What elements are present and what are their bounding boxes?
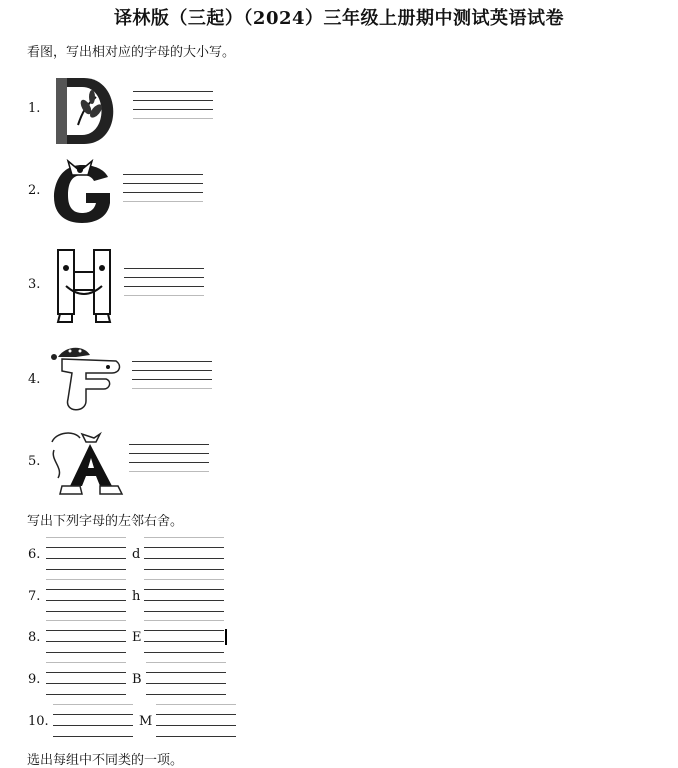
section3-instruction: 选出每组中不同类的一项。 (27, 753, 184, 768)
writing-lines[interactable] (129, 444, 209, 478)
letter-G-picture (52, 157, 114, 225)
writing-lines[interactable] (133, 91, 213, 125)
writing-lines[interactable] (124, 268, 204, 302)
left-neighbor-lines[interactable] (46, 620, 126, 662)
question-number: 1. (28, 101, 41, 116)
given-letter: E (132, 630, 142, 645)
right-neighbor-lines[interactable] (156, 704, 236, 746)
letter-D-picture (52, 75, 127, 147)
right-neighbor-lines[interactable] (146, 662, 226, 704)
question-number: 6. (28, 547, 41, 562)
question-number: 5. (28, 454, 41, 469)
letter-F-picture (50, 343, 128, 415)
question-number: 8. (28, 630, 41, 645)
question-number: 2. (28, 183, 41, 198)
question-number: 10. (28, 714, 49, 729)
right-neighbor-lines[interactable] (144, 537, 224, 579)
question-number: 4. (28, 372, 41, 387)
right-neighbor-lines[interactable] (144, 620, 224, 662)
question-number: 3. (28, 277, 41, 292)
section2-instruction: 写出下列字母的左邻右舍。 (27, 514, 184, 529)
section1-instruction: 看图，写出相对应的字母的大小写。 (27, 45, 236, 60)
left-neighbor-lines[interactable] (46, 662, 126, 704)
letter-H-picture (52, 244, 118, 326)
question-number: 7. (28, 589, 41, 604)
left-neighbor-lines[interactable] (46, 537, 126, 579)
left-neighbor-lines[interactable] (46, 579, 126, 621)
writing-lines[interactable] (132, 361, 212, 395)
text-cursor (225, 629, 227, 645)
given-letter: B (132, 672, 142, 687)
page-title: 译林版（三起）（2024）三年级上册期中测试英语试卷 (113, 8, 565, 29)
left-neighbor-lines[interactable] (53, 704, 133, 746)
writing-lines[interactable] (123, 174, 203, 208)
given-letter: d (132, 547, 141, 562)
given-letter: M (139, 714, 153, 729)
question-number: 9. (28, 672, 41, 687)
given-letter: h (132, 589, 141, 604)
letter-A-picture (46, 428, 126, 496)
right-neighbor-lines[interactable] (144, 579, 224, 621)
